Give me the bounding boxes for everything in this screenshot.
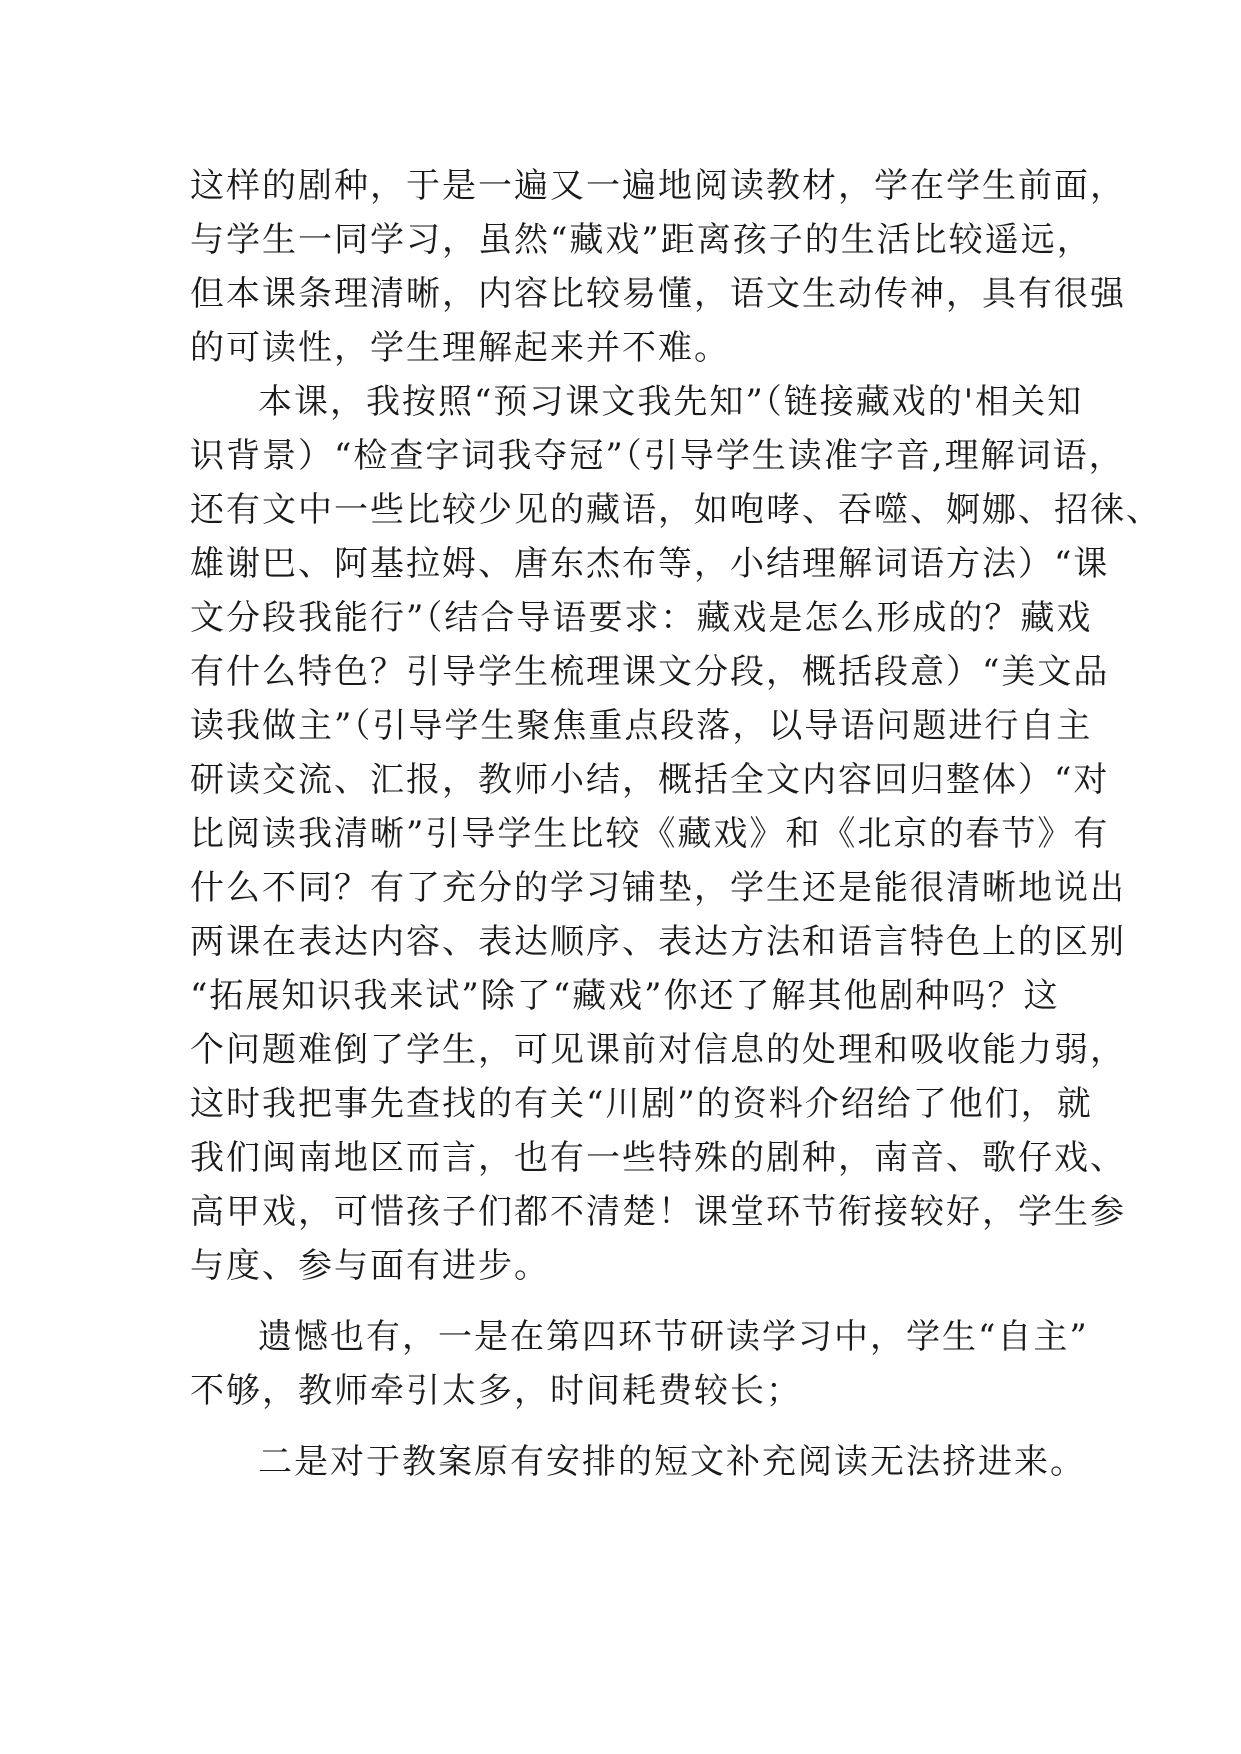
- text-line: 但本课条理清晰，内容比较易懂，语文生动传神，具有很强: [190, 274, 1126, 314]
- text-line: 雄谢巴、阿基拉姆、唐东杰布等，小结理解词语方法）“课: [190, 544, 1110, 584]
- text-line: “拓展知识我来试”除了“藏戏”你还了解其他剧种吗？这: [190, 976, 1060, 1016]
- text-line: 与度、参与面有进步。: [190, 1246, 550, 1286]
- text-line: 读我做主”（引导学生聚焦重点段落，以导语问题进行自主: [190, 706, 1093, 746]
- text-line: 还有文中一些比较少见的藏语，如咆哮、吞噬、婀娜、招徕、: [190, 490, 1162, 530]
- text-line: 有什么特色？引导学生梳理课文分段，概括段意）“美文品: [190, 652, 1110, 692]
- text-line: 我们闽南地区而言，也有一些特殊的剧种，南音、歌仔戏、: [190, 1138, 1126, 1178]
- text-line: 的可读性，学生理解起来并不难。: [190, 328, 730, 368]
- text-line: 文分段我能行”（结合导语要求：藏戏是怎么形成的？藏戏: [190, 598, 1093, 638]
- text-line: 与学生一同学习，虽然“藏戏”距离孩子的生活比较遥远，: [190, 220, 1093, 260]
- text-line: 个问题难倒了学生，可见课前对信息的处理和吸收能力弱，: [190, 1030, 1126, 1070]
- text-line: 比阅读我清晰”引导学生比较《藏戏》和《北京的春节》有: [190, 814, 1110, 854]
- text-line: 高甲戏，可惜孩子们都不清楚！课堂环节衔接较好，学生参: [190, 1192, 1126, 1232]
- text-line: 研读交流、汇报，教师小结，概括全文内容回归整体）“对: [190, 760, 1110, 800]
- text-line: 不够，教师牵引太多，时间耗费较长；: [190, 1371, 802, 1411]
- text-line: 什么不同？有了充分的学习铺垫，学生还是能很清晰地说出: [190, 868, 1126, 908]
- text-line: 这样的剧种，于是一遍又一遍地阅读教材，学在学生前面，: [190, 166, 1126, 206]
- text-line: 这时我把事先查找的有关“川剧”的资料介绍给了他们，就: [190, 1084, 1093, 1124]
- paragraph-first-line: 本课，我按照“预习课文我先知”（链接藏戏的'相关知: [258, 382, 1084, 422]
- text-line: 识背景）“检查字词我夺冠”（引导学生读准字音,理解词语，: [190, 436, 1125, 476]
- text-line: 两课在表达内容、表达顺序、表达方法和语言特色上的区别: [190, 922, 1126, 962]
- paragraph-first-line: 二是对于教案原有安排的短文补充阅读无法挤进来。: [258, 1442, 1086, 1482]
- paragraph-first-line: 遗憾也有，一是在第四环节研读学习中，学生“自主”: [258, 1317, 1089, 1357]
